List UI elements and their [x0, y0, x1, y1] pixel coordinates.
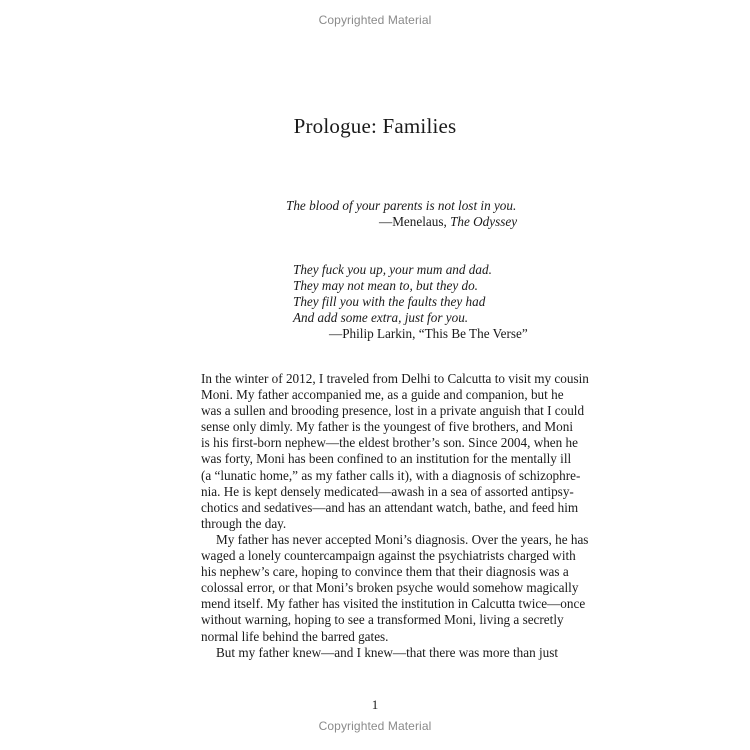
text-line: But my father knew—and I knew—that there was more than just [216, 644, 559, 660]
text-line: In the winter of 2012, I traveled from Delhi to Calcutta to visit my cousin [201, 371, 589, 386]
text-line: his nephew’s care, hoping to convince them that their diagnosis was a [201, 564, 569, 580]
text-line: normal life behind the barred gates. [201, 628, 389, 644]
text-line: My father has never accepted Moni’s diagnosis. Over the years, he has [216, 531, 589, 547]
text-line: was forty, Moni has been confined to an institution for the mentally ill [201, 451, 572, 467]
text-line: mend itself. My father has visited the institution in Calcutta twice—once [201, 596, 586, 612]
epigraph-line: They may not mean to, but they do. [293, 278, 478, 293]
epigraph-line: And add some extra, just for you. [293, 310, 469, 325]
epigraph-larkin [293, 262, 528, 342]
body-text [201, 371, 589, 661]
paragraph-2 [201, 531, 589, 645]
text-line: (a “lunatic home,” as my father calls it), with a diagnosis of schizophre- [201, 467, 581, 483]
page-number: 1 [371, 697, 379, 712]
paragraph-3 [201, 644, 559, 661]
text-line: waged a lonely countercampaign against the psychiatrists charged with [201, 548, 576, 564]
chapter-title: Prologue: Families [293, 114, 457, 138]
text-line: was a sullen and brooding presence, lost in a private anguish that I could [201, 403, 585, 419]
copyright-watermark-bottom: Copyrighted Material [318, 719, 432, 733]
text-line: Moni. My father accompanied me, as a guide and companion, but he [201, 387, 564, 403]
epigraph-line: They fuck you up, your mum and dad. [293, 262, 492, 277]
epigraph-attribution-work: The Odyssey [450, 214, 518, 229]
epigraph-line: They fill you with the faults they had [293, 294, 486, 309]
text-line: through the day. [201, 515, 287, 531]
epigraph-attribution-author: —Menelaus, [379, 214, 451, 229]
epigraph-line: The blood of your parents is not lost in you. [286, 198, 517, 213]
text-line: colossal error, or that Moni’s broken psyche would somehow magically [201, 580, 579, 596]
text-line: is his first-born nephew—the eldest brother’s son. Since 2004, when he [201, 435, 578, 451]
text-line: chotics and sedatives—and has an attendant watch, bathe, and feed him [201, 499, 579, 515]
paragraph-1 [201, 371, 589, 532]
text-line: nia. He is kept densely medicated—awash in a sea of assorted antipsy- [201, 483, 574, 499]
epigraph-attribution: —Philip Larkin, “This Be The Verse” [329, 326, 528, 341]
text-line: without warning, hoping to see a transformed Moni, living a secretly [201, 612, 564, 628]
epigraph-attribution [286, 214, 517, 230]
text-line: sense only dimly. My father is the youngest of five brothers, and Moni [201, 419, 573, 435]
epigraph-odyssey [286, 198, 517, 230]
copyright-watermark-top: Copyrighted Material [318, 13, 432, 27]
